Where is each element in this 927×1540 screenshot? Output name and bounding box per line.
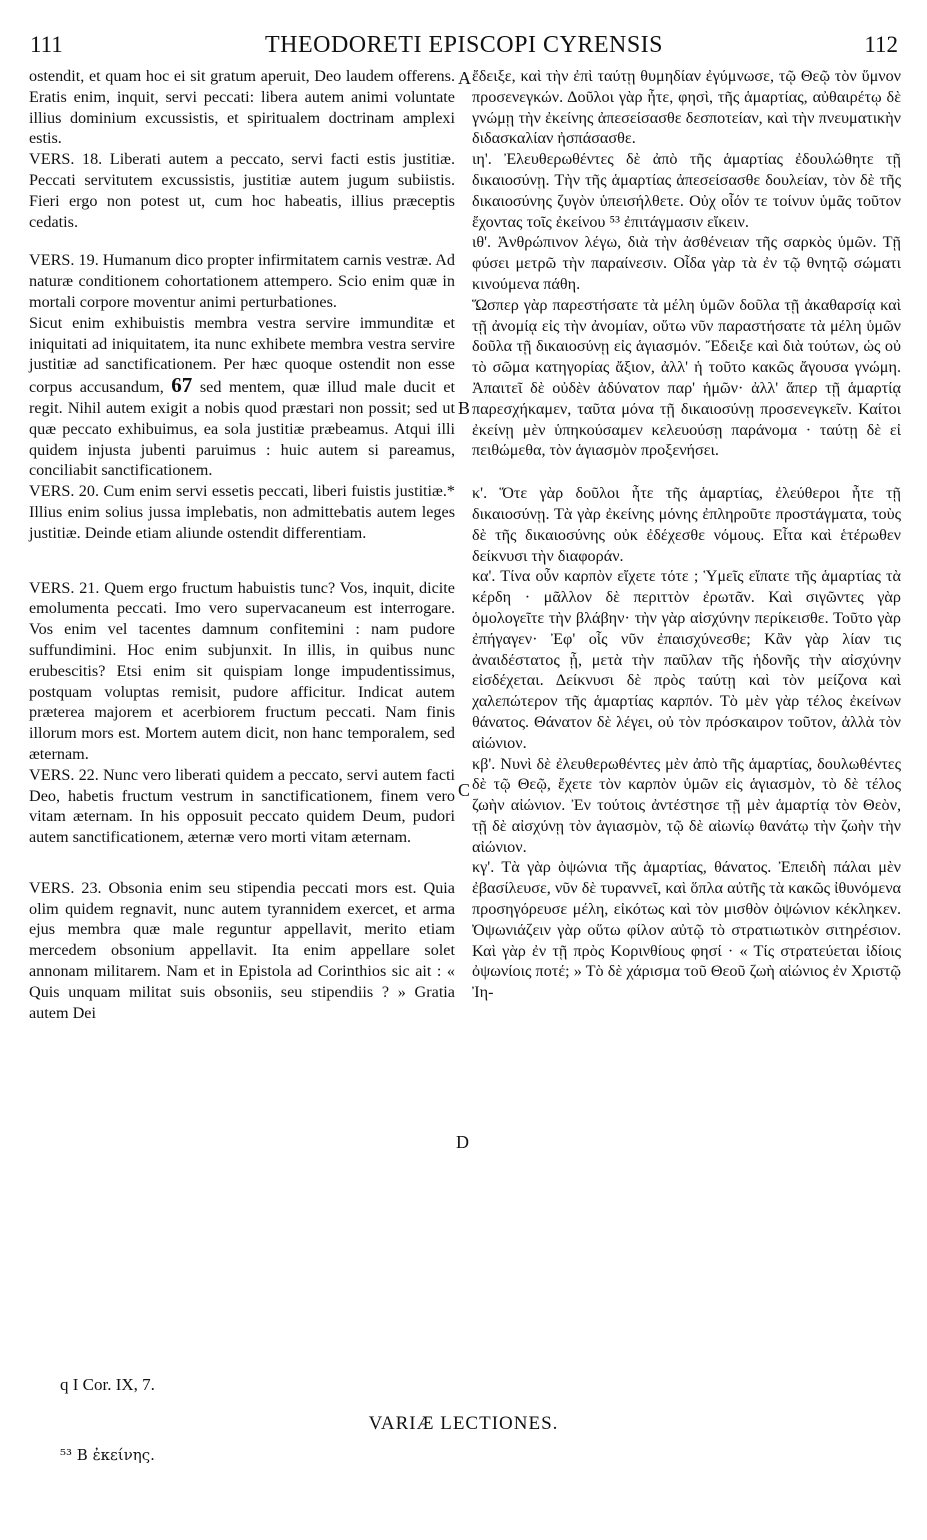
page-number-right: 112 (864, 32, 898, 57)
page-number-left: 111 (30, 32, 63, 57)
variant-reading: ⁵³ B ἐκείνης. (60, 1446, 155, 1464)
greek-paragraph: ιθ'. Ἀνθρώπινον λέγω, διὰ τὴν ἀσθένειαν τῆς σαρκὸς ὑμῶν. Τῇ φύσει μετρῶ τὴν παραίνεσιν. Οἶδα γὰρ τὰ ἐν τῷ θνητῷ σώματι κινούμενα πάθη. (472, 233, 901, 293)
latin-paragraph: VERS. 19. Humanum dico propter infirmitatem carnis vestræ. Ad naturæ conditionem cohortationem attempero. Scio enim quæ in mortali corpore moventur animi perturbationes. (29, 251, 455, 311)
margin-marker-c: C (458, 780, 471, 800)
latin-paragraph: VERS. 20. Cum enim servi essetis peccati, liberi fuistis justitiæ.* Illius enim solius jussa implebatis, non admittebatis autem leges justitiæ. Deinde etiam aliunde ostendit differentiam. (29, 482, 455, 542)
greek-paragraph: κ'. Ὅτε γὰρ δοῦλοι ἦτε τῆς ἁμαρτίας, ἐλεύθεροι ἦτε τῇ δικαιοσύνῃ. Τὰ γὰρ ἐκείνης μόνης ἐπληροῦτε προστάγματα, τοὺς δὲ τῆς δικαιοσύνης οὐκ ἐδέχεσθε νόμους. Εἶτα καὶ ἑτέρωθεν δείκνυσι τὴν διαφοράν. (472, 484, 901, 565)
greek-paragraph: κβ'. Νυνὶ δὲ ἐλευθερωθέντες μὲν ἀπὸ τῆς ἁμαρτίας, δουλωθέντες δὲ τῷ Θεῷ, ἔχετε τὸν καρπὸν ὑμῶν εἰς ἁγιασμὸν, τὸ δὲ τέλος ζωὴν αἰώνιον. Ἐν τούτοις ἀντέστησε τῇ μὲν ἁμαρτίᾳ τὸν Θεὸν, τῇ δὲ αἰσχύνῃ τὸν ἁγιασμὸν, τῷ δὲ αἰωνίῳ θανάτῳ τὴν ζωὴν τὴν αἰώνιον. (472, 754, 901, 856)
greek-column (472, 66, 901, 1003)
variae-lectiones-heading: VARIÆ LECTIONES. (368, 1413, 559, 1434)
latin-column (29, 66, 455, 1023)
margin-marker-d: D (456, 1132, 469, 1152)
greek-paragraph: κγ'. Τὰ γὰρ ὀψώνια τῆς ἁμαρτίας, θάνατος. Ἐπειδὴ πάλαι μὲν ἐβασίλευσε, νῦν δὲ τυραννεῖ, καὶ ὅπλα αὐτῆς τὰ κακῶς ἰθυνόμενα προσηγόρευσε μέλη, εἰκότως καὶ τὸν μισθὸν ὀψώνιον κέκληκεν. Ὀψωνιάζειν γὰρ οὕτω φίλον αὐτῷ τὸ στρατιωτικὸν σιτηρέσιον. Καὶ γὰρ ἐν τῇ πρὸς Κορινθίους φησί · « Τίς στρατεύεται ἰδίοις ὀψωνίοις ποτέ; » Τὸ δὲ χάρισμα τοῦ Θεοῦ ζωὴ αἰώνιος ἐν Χριστῷ Ἰη- (472, 858, 901, 1002)
latin-text: Sicut enim exhibuistis membra vestra servire immunditæ et iniquitati ad iniquitatem, ita nunc exhibete membra vestra servire justitiæ ad sanctificationem. Per hæc quoque ostendit non esse corpus accusandum, (29, 313, 455, 397)
footnote: q I Cor. IX, 7. (60, 1375, 155, 1394)
margin-marker-b: B (458, 398, 471, 418)
latin-paragraph: VERS. 18. Liberati autem a peccato, servi facti estis justitiæ. Peccati servitutem excussistis, justitiæ autem jugum subiistis. Fieri ergo non potest ut, cum hoc habeatis, illius præceptis cedatis. (29, 150, 455, 231)
latin-paragraph: VERS. 21. Quem ergo fructum habuistis tunc? Vos, inquit, dicite emolumenta peccati. Imo vero supervacaneum est interrogare. Vos enim vel tacentes damnum confitemini : nam pudore suffundimini. Hoc enim subjunxit. In illis, in quibus nunc erubescitis? Etsi enim sit quispiam longe impudentissimus, postquam voluptas remisit, pudore afficitur. Indicat autem præterea majorem et acerbiorem fructum peccati. Nam finis illorum mors est. Mortem autem dicit, non hanc temporalem, sed æternam. (29, 578, 455, 763)
margin-marker-a: A (458, 68, 471, 88)
greek-paragraph: ιη'. Ἐλευθερωθέντες δὲ ἀπὸ τῆς ἁμαρτίας ἐδουλώθητε τῇ δικαιοσύνῃ. Τὴν τῆς ἁμαρτίας ἀπεσείσασθε δουλείαν, τὸν δὲ τῆς δικαιοσύνης ζυγὸν ὑπεισήλθετε. Οὐχ οἷόν τε τοίνυν ὑμᾶς τοῦτον ἔχοντας τοῖς ἐκείνου ⁵³ ἐπιτάγμασιν εἴκειν. (472, 150, 901, 231)
running-title: THEODORETI EPISCOPI CYRENSIS (264, 32, 664, 58)
latin-paragraph: VERS. 22. Nunc vero liberati quidem a peccato, servi autem facti Deo, habetis fructum vestrum in sanctificationem, finem vero vitam æternam. In his opposuit peccato quidem Deum, pudori autem sanctificationem, æternæ vero morti vitam æternam. (29, 765, 455, 847)
page-header (30, 32, 898, 62)
greek-paragraph: ἔδειξε, καὶ τὴν ἐπὶ ταύτῃ θυμηδίαν ἐγύμνωσε, τῷ Θεῷ τὸν ὕμνον προσενεγκών. Δοῦλοι γὰρ ἦτε, φησὶ, τῆς ἁμαρτίας, αὐθαιρέτῳ δὲ γνώμῃ τὴν ἐκείνης ἀπεσείσασθε δεσποτείαν, καὶ τὴν πνευματικὴν διδασκαλίαν ἠσπάσασθε. (472, 67, 901, 148)
latin-paragraph (29, 313, 455, 481)
latin-paragraph: VERS. 23. Obsonia enim seu stipendia peccati mors est. Quia olim quidem regnavit, nunc autem tyrannidem exercet, et arma ejus membra quæ male reguntur appellavit, merito etiam mercedem obsonium appellavit. Ita enim appellare solet annonam militarem. Nam et in Epistola ad Corinthios sic ait : « Quis unquam militat suis obsoniis, seu stipendiis ? » Gratia autem Dei (29, 878, 455, 1022)
greek-paragraph: κα'. Τίνα οὖν καρπὸν εἴχετε τότε ; Ὑμεῖς εἴπατε τῆς ἁμαρτίας τὰ κέρδη · μᾶλλον δὲ περιττὸν ἐρωτᾶν. Καὶ σιγῶντες γὰρ ὁμολογεῖτε τὴν βλάβην· τὴν γὰρ αἰσχύνην περίκεισθε. Τοῦτο γὰρ ἐπήγαγεν· Ἐφ' οἷς νῦν ἐπαισχύνεσθε; Κἂν γὰρ λίαν τις ἀναιδέστατος ᾖ, μετὰ τὴν παῦλαν τῆς ἡδονῆς τὴν αἰσχύνην εἰσδέχεται. Δείκνυσι δὲ πρὸς ταύτῃ καὶ τὸν μείζονα καὶ χαλεπώτερον τῆς ἁμαρτίας καρπόν. Τὸ μὲν γὰρ τέλος ἐκείνων θάνατος. Θάνατον δὲ λέγει, οὐ τὸν πρόσκαιρον τοῦτον, ἀλλὰ τὸν αἰώνιον. (472, 567, 901, 752)
latin-text: sed mentem, quæ illud male ducit et regit. Nihil autem exigit a nobis quod præstari non possit; sed ut quæ peccato exhibuimus, ea sola justitiæ præbeamus. Atqui illi quidem injusta jubenti paruimus : huic autem si pareamus, conciliabit sanctificationem. (29, 378, 456, 480)
column-number: 67 (171, 373, 193, 398)
latin-paragraph: ostendit, et quam hoc ei sit gratum aperuit, Deo laudem offerens. Eratis enim, inquit, servi peccati: libera autem animi voluntate illius dominium excussistis, et spiritualem doctrinam amplexi estis. (29, 67, 455, 148)
greek-paragraph: Ὥσπερ γὰρ παρεστήσατε τὰ μέλη ὑμῶν δοῦλα τῇ ἀκαθαρσίᾳ καὶ τῇ ἀνομίᾳ εἰς τὴν ἀνομίαν, οὕτω νῦν παραστήσατε τὰ μέλη ὑμῶν δοῦλα τῇ δικαιοσύνῃ εἰς ἁγιασμόν. Ἔδειξε καὶ διὰ τούτων, ὡς οὐ τὸ σῶμα κατηγορίας ἄξιον, ἀλλ' ἡ τοῦτο κακῶς ἄγουσα γνώμη. Ἀπαιτεῖ δὲ οὐδὲν ἀδύνατον παρ' ἡμῶν· ἀλλ' ἅπερ τῇ ἁμαρτίᾳ παρεσχήκαμεν, ταῦτα μόνα τῇ δικαιοσύνῃ προσενεγκεῖν. Καίτοι ἐκείνῃ μὲν ὑπηκούσαμεν κελευούσῃ παράνομα · ταύτῃ δὲ εἰ πειθώμεθα, τὸν ἁγιασμὸν προξενήσει. (472, 295, 901, 460)
